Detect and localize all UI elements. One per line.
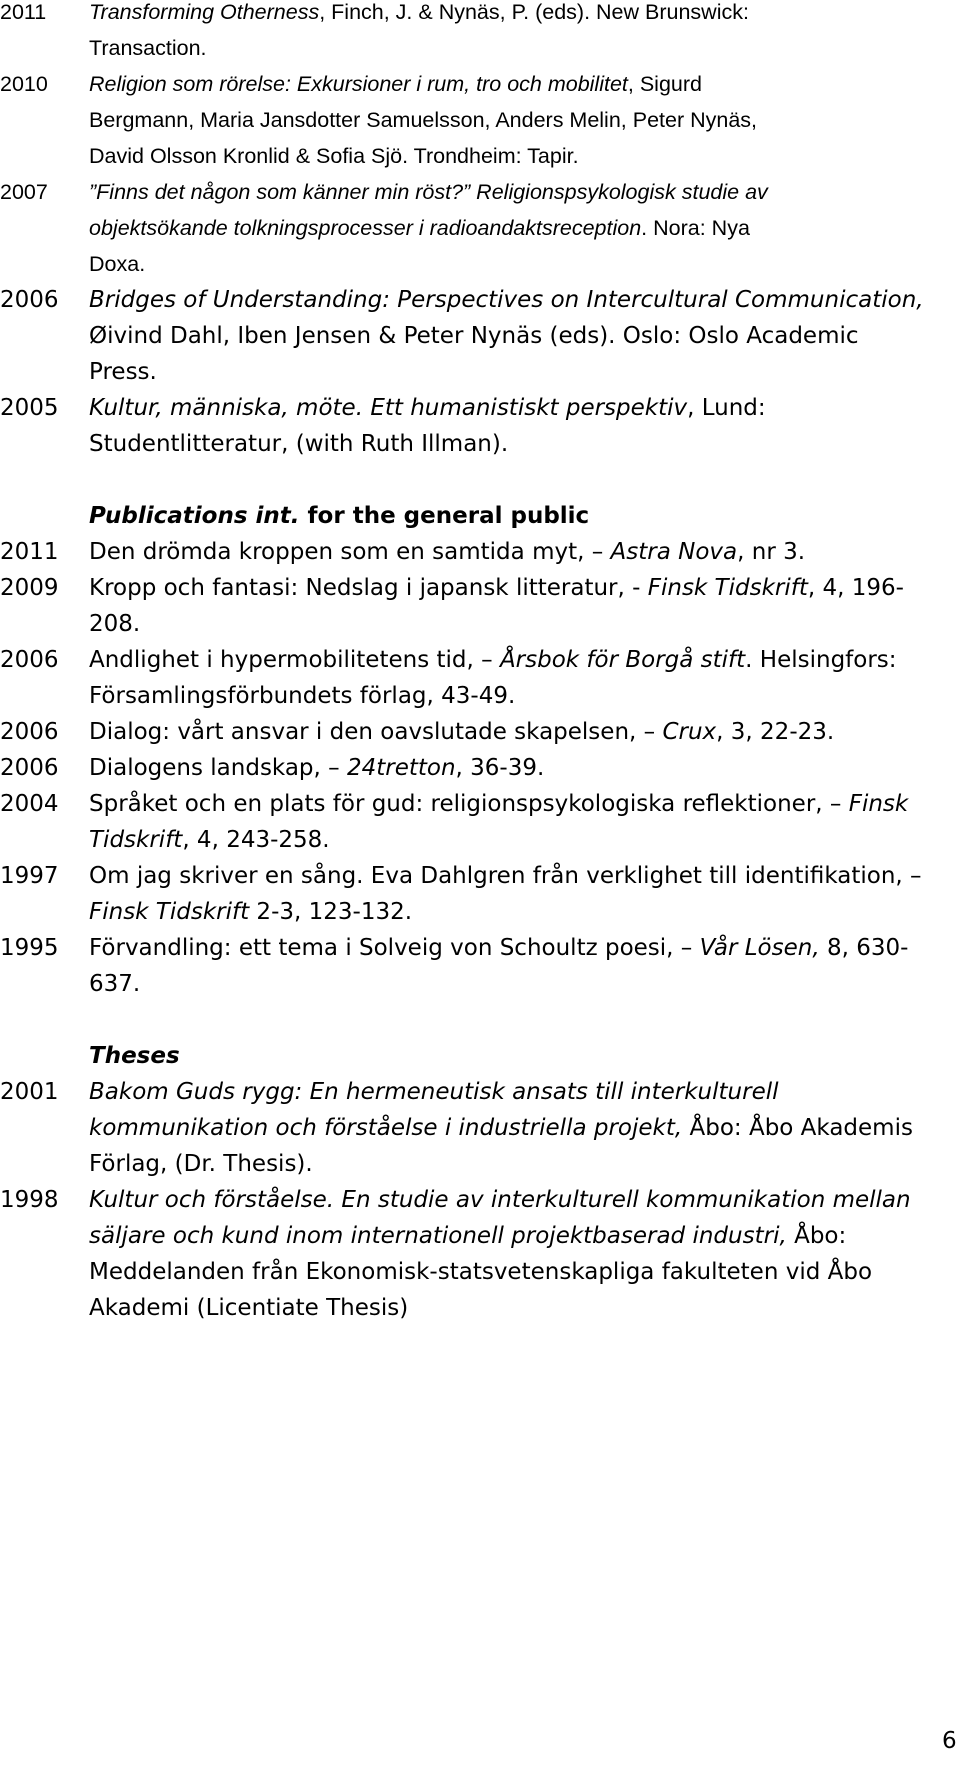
text-segment: Meddelanden från Ekonomisk-statsvetenskapliga fakulteten vid Åbo — [89, 1259, 873, 1285]
text-segment: Studentlitteratur, (with Ruth Illman). — [89, 431, 509, 457]
text-segment: Åbo: Åbo Akademis — [682, 1115, 913, 1141]
text-segment: Dialog: vårt ansvar i den oavslutade skapelsen, – — [89, 719, 663, 745]
italic-title: Finsk Tidskrift — [89, 899, 250, 925]
text-segment: Åbo: — [786, 1223, 847, 1249]
entry-year: 2001 — [0, 1079, 59, 1105]
italic-title: Religion som rörelse: Exkursioner i rum, tro och mobilitet — [89, 72, 628, 96]
italic-title: Finsk Tidskrift — [647, 575, 808, 601]
entry-year: 2006 — [0, 719, 59, 745]
entry-year: 2006 — [0, 287, 59, 313]
entry-text — [89, 676, 515, 716]
entry-text — [89, 604, 140, 644]
italic-title: Publications int. — [89, 503, 300, 529]
italic-title: Vår Lösen, — [699, 935, 820, 961]
text-segment: for the general public — [299, 503, 590, 529]
text-segment: 208. — [89, 611, 141, 637]
text-segment: , Lund: — [687, 395, 766, 421]
entry-text — [89, 64, 702, 104]
text-segment: Förvandling: ett tema i Solveig von Schoultz poesi, – — [89, 935, 700, 961]
text-segment: Øivind Dahl, Iben Jensen & Peter Nynäs (eds). Oslo: Oslo Academic — [89, 323, 859, 349]
text-segment: Transaction. — [89, 36, 207, 60]
italic-title: säljare och kund inom internationell projektbaserad industri, — [89, 1223, 787, 1249]
entry-year: 2006 — [0, 647, 59, 673]
entry-text — [89, 820, 330, 860]
text-segment: 637. — [89, 971, 141, 997]
text-segment: Dialogens landskap, – — [89, 755, 347, 781]
entry-text — [89, 280, 924, 320]
italic-title: kommunikation och förståelse i industriella projekt, — [89, 1115, 683, 1141]
entry-text — [89, 244, 145, 284]
entry-text — [89, 964, 140, 1004]
entry-text — [89, 424, 508, 464]
entry-year: 1997 — [0, 863, 59, 889]
entry-year: 1998 — [0, 1187, 59, 1213]
text-segment: Kropp och fantasi: Nedslag i japansk litteratur, - — [89, 575, 648, 601]
entry-text — [89, 748, 544, 788]
text-segment: Förlag, (Dr. Thesis). — [89, 1151, 313, 1177]
entry-text — [89, 1180, 911, 1220]
entry-text — [89, 172, 768, 212]
text-segment: Språket och en plats för gud: religionspsykologiska reflektioner, – — [89, 791, 849, 817]
entry-text — [89, 784, 908, 824]
entry-text — [89, 208, 750, 248]
entry-text — [89, 1036, 180, 1076]
text-segment: . Helsingfors: — [745, 647, 897, 673]
italic-title: Bridges of Understanding: Perspectives on Intercultural Communication, — [89, 287, 924, 313]
text-segment: , 3, 22-23. — [716, 719, 835, 745]
text-segment: , Sigurd — [627, 72, 702, 96]
text-segment: Andlighet i hypermobilitetens tid, – — [89, 647, 500, 673]
italic-title: Tidskrift — [89, 827, 183, 853]
entry-text — [89, 1144, 313, 1184]
text-segment: . Nora: Nya — [641, 216, 750, 240]
entry-year: 2010 — [0, 72, 48, 96]
page-number: 6 — [942, 1728, 957, 1754]
italic-title: 24tretton — [346, 755, 456, 781]
italic-title: Kultur och förståelse. En studie av interkulturell kommunikation mellan — [89, 1187, 911, 1213]
entry-text — [89, 1108, 913, 1148]
entry-year: 2009 — [0, 575, 59, 601]
text-segment: , Finch, J. & Nynäs, P. (eds). New Brunswick: — [319, 0, 749, 24]
text-segment: 2-3, 123-132. — [249, 899, 413, 925]
text-segment: Doxa. — [89, 252, 146, 276]
text-segment: , 36-39. — [455, 755, 545, 781]
italic-title: Astra Nova — [610, 539, 738, 565]
entry-year: 2011 — [0, 0, 47, 24]
entry-text — [89, 640, 897, 680]
entry-text — [89, 532, 805, 572]
entry-text — [89, 1216, 846, 1256]
entry-text — [89, 712, 834, 752]
entry-year: 2011 — [0, 539, 59, 565]
italic-title: Transforming Otherness — [89, 0, 320, 24]
text-segment: 8, 630- — [819, 935, 909, 961]
text-segment: Akademi (Licentiate Thesis) — [89, 1295, 409, 1321]
text-segment: , 4, 196- — [807, 575, 904, 601]
text-segment: Bergmann, Maria Jansdotter Samuelsson, Anders Melin, Peter Nynäs, — [89, 108, 758, 132]
text-segment: Den drömda kroppen som en samtida myt, – — [89, 539, 611, 565]
entry-text — [89, 1072, 779, 1112]
entry-text — [89, 1252, 872, 1292]
text-segment: , 4, 243-258. — [182, 827, 330, 853]
italic-title: objektsökande tolkningsprocesser i radioandaktsreception — [89, 216, 642, 240]
entry-text — [89, 928, 908, 968]
entry-text — [89, 28, 207, 68]
entry-year: 2007 — [0, 180, 48, 204]
entry-text — [89, 568, 904, 608]
italic-title: Årsbok för Borgå stift — [499, 647, 746, 673]
italic-title: ”Finns det någon som känner min röst?” Religionspsykologisk studie av — [89, 180, 768, 204]
entry-text — [89, 856, 922, 896]
entry-text — [89, 388, 766, 428]
entry-text — [89, 136, 579, 176]
entry-year: 2006 — [0, 755, 59, 781]
entry-text — [89, 352, 157, 392]
entry-text — [89, 892, 412, 932]
text-segment: Församlingsförbundets förlag, 43-49. — [89, 683, 516, 709]
text-segment: , nr 3. — [737, 539, 806, 565]
text-segment: Press. — [89, 359, 157, 385]
entry-text — [89, 1288, 408, 1328]
italic-title: Bakom Guds rygg: En hermeneutisk ansats till interkulturell — [89, 1079, 779, 1105]
italic-title: Finsk — [848, 791, 909, 817]
italic-title: Theses — [89, 1043, 180, 1069]
entry-year: 2005 — [0, 395, 59, 421]
text-segment: David Olsson Kronlid & Sofia Sjö. Trondheim: Tapir. — [89, 144, 579, 168]
entry-year: 1995 — [0, 935, 59, 961]
italic-title: Crux — [662, 719, 717, 745]
entry-text — [89, 100, 757, 140]
italic-title: Kultur, människa, möte. Ett humanistiskt perspektiv — [89, 395, 688, 421]
entry-text — [89, 496, 589, 536]
entry-text — [89, 316, 859, 356]
text-segment: Om jag skriver en sång. Eva Dahlgren från verklighet till identifikation, – — [89, 863, 922, 889]
entry-year: 2004 — [0, 791, 59, 817]
